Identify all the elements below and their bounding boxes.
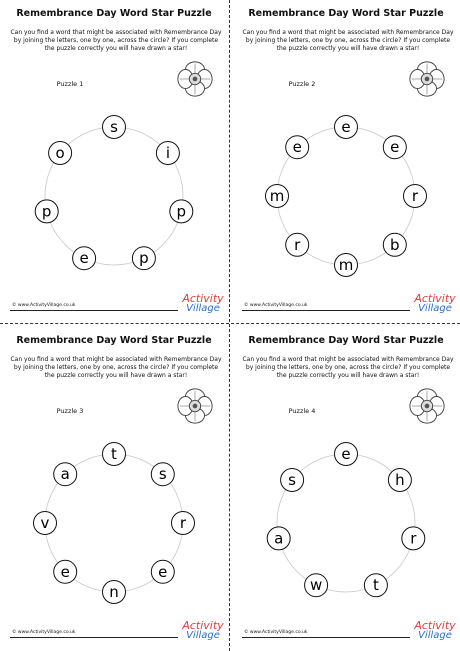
puzzle-instructions: Can you find a word that might be associated with Remembrance Day by joining the letters, one by one, across the circle? If you complete the puzzle correctly you will have drawn a star! (242, 356, 454, 379)
letter: w (309, 576, 323, 595)
letter: e (341, 118, 351, 136)
puzzle-label: Puzzle 3 (56, 407, 84, 415)
letter-node (103, 116, 126, 139)
letter: m (269, 187, 285, 205)
logo-text-village: Village (418, 303, 452, 314)
letter: p (41, 202, 52, 221)
letter-wheel (0, 0, 228, 322)
letter: r (411, 187, 419, 205)
letter: r (179, 514, 187, 532)
letter-node (151, 463, 174, 486)
letter: b (390, 235, 400, 254)
letter: i (165, 144, 170, 162)
letter: m (338, 256, 354, 274)
logo-text-village: Village (186, 630, 220, 641)
letter-node (156, 142, 179, 165)
letter-node (335, 443, 358, 466)
letter-node (286, 136, 309, 159)
letter: e (292, 138, 302, 157)
letter-wheel (0, 327, 228, 649)
puzzle-label: Puzzle 4 (288, 407, 316, 415)
logo-text-village: Village (186, 303, 220, 314)
letter: s (110, 118, 118, 136)
letter-node (73, 247, 96, 270)
footer-url: © www.ActivityVillage.co.uk (244, 303, 308, 308)
letter-node (383, 136, 406, 159)
puzzle-instructions: Can you find a word that might be associated with Remembrance Day by joining the letters, one by one, across the circle? If you complete the puzzle correctly you will have drawn a star! (242, 29, 454, 52)
puzzle-title: Remembrance Day Word Star Puzzle (248, 8, 444, 19)
letter: t (111, 445, 117, 463)
letter-node (267, 527, 290, 550)
letter: v (40, 514, 50, 532)
logo-text-activity: Activity (182, 292, 224, 305)
letter-node (49, 142, 72, 165)
letter-node (266, 185, 289, 208)
puzzle-title: Remembrance Day Word Star Puzzle (16, 335, 212, 346)
letter: p (176, 202, 187, 221)
letter: h (395, 471, 405, 489)
vertical-cut-line (229, 0, 230, 651)
letter-wheel (232, 0, 460, 322)
letter-node (151, 560, 174, 583)
letter: e (390, 138, 400, 157)
letter-node (404, 185, 427, 208)
horizontal-cut-line (0, 323, 460, 324)
puzzle-panel-4 (232, 327, 460, 649)
letter: n (109, 583, 119, 601)
letter-node (286, 233, 309, 256)
puzzle-label: Puzzle 1 (56, 80, 84, 88)
letter: a (60, 465, 70, 484)
letter-node (402, 527, 425, 550)
letter: p (139, 249, 149, 268)
letter-node (35, 200, 58, 223)
letter-node (54, 560, 77, 583)
letter: r (410, 529, 417, 548)
letter-node (364, 574, 387, 597)
letter-node (34, 512, 57, 535)
puzzle-panel-1 (0, 0, 228, 322)
letter: e (341, 445, 351, 463)
footer-url: © www.ActivityVillage.co.uk (12, 630, 76, 635)
letter: e (158, 562, 168, 581)
letter: e (79, 249, 89, 268)
puzzle-title: Remembrance Day Word Star Puzzle (16, 8, 212, 19)
letter: e (60, 562, 70, 581)
letter-node (132, 247, 155, 270)
letter-node (281, 469, 304, 492)
letter-wheel (232, 327, 460, 649)
letter-node (388, 469, 411, 492)
logo-text-activity: Activity (414, 292, 456, 305)
puzzle-instructions: Can you find a word that might be associated with Remembrance Day by joining the letters, one by one, across the circle? If you complete the puzzle correctly you will have drawn a star! (10, 29, 222, 52)
letter: r (294, 235, 301, 254)
letter: s (288, 471, 297, 489)
puzzle-title: Remembrance Day Word Star Puzzle (248, 335, 444, 346)
letter: s (158, 465, 167, 484)
logo-text-activity: Activity (182, 619, 224, 632)
puzzle-label: Puzzle 2 (288, 80, 316, 88)
letter-node (172, 512, 195, 535)
logo-text-activity: Activity (414, 619, 456, 632)
letter-node (335, 254, 358, 277)
letter-node (103, 443, 126, 466)
letter-node (54, 463, 77, 486)
letter: t (372, 576, 379, 595)
letter-node (170, 200, 193, 223)
letter-node (305, 574, 328, 597)
letter: o (55, 144, 65, 162)
letter-node (335, 116, 358, 139)
letter: a (274, 529, 284, 548)
puzzle-panel-2 (232, 0, 460, 322)
footer-url: © www.ActivityVillage.co.uk (12, 303, 76, 308)
puzzle-instructions: Can you find a word that might be associated with Remembrance Day by joining the letters, one by one, across the circle? If you complete the puzzle correctly you will have drawn a star! (10, 356, 222, 379)
logo-text-village: Village (418, 630, 452, 641)
letter-node (383, 233, 406, 256)
puzzle-panel-3 (0, 327, 228, 649)
footer-url: © www.ActivityVillage.co.uk (244, 630, 308, 635)
letter-node (103, 581, 126, 604)
